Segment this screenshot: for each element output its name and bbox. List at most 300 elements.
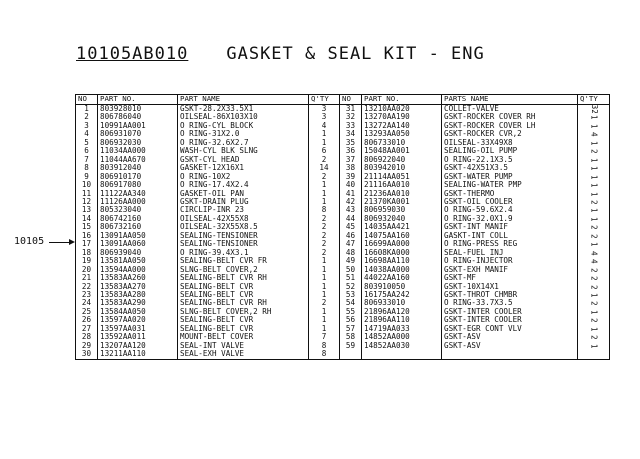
cell-no-right: 31 (340, 105, 362, 114)
cell-part-no-right: 16699AA000 (362, 240, 442, 248)
cell-part-name-right: SEALING-OIL PUMP (442, 147, 578, 155)
cell-part-no-right: 21114AA051 (362, 173, 442, 181)
cell-qty-right (578, 266, 610, 274)
cell-no: 25 (76, 308, 98, 316)
cell-part-no: 806742160 (98, 215, 178, 223)
cell-no-right: 57 (340, 325, 362, 333)
qty-value: 2 (589, 301, 599, 306)
page-title (76, 44, 485, 64)
qty-value: 1 (321, 189, 327, 198)
cell-part-no-right: 44022AA160 (362, 274, 442, 282)
cell-part-name-right: GSKT-INT MANIF (442, 223, 578, 231)
cell-no-right: 47 (340, 240, 362, 248)
qty-value: 2 (321, 248, 327, 257)
cell-part-name: O RING-17.4X2.4 (178, 181, 309, 189)
qty-value: 1 (589, 115, 599, 120)
cell-no: 3 (76, 122, 98, 130)
cell-part-name-right: GSKT-ROCKER COVER RH (442, 113, 578, 121)
header-part-no-2: PART NO. (362, 95, 442, 105)
cell-part-no-right (362, 350, 442, 359)
qty-value: 1 (321, 324, 327, 333)
cell-qty (309, 198, 340, 206)
cell-part-name: WASH-CYL BLK SLNG (178, 147, 309, 155)
cell-part-no: 806939040 (98, 249, 178, 257)
cell-part-name-right: SEALING-WATER PMP (442, 181, 578, 189)
cell-part-no: 13583AA280 (98, 291, 178, 299)
header-part-name: PART NAME (178, 95, 309, 105)
cell-qty-right (578, 342, 610, 350)
cell-part-no-right: 806922040 (362, 156, 442, 164)
cell-no-right: 37 (340, 156, 362, 164)
qty-value: 2 (321, 299, 327, 308)
callout-leader-arrow (49, 242, 73, 243)
cell-part-name: MOUNT-BELT COVER (178, 333, 309, 341)
qty-value: 1 (589, 208, 599, 213)
cell-no-right: 36 (340, 147, 362, 155)
qty-value: 8 (321, 341, 327, 350)
cell-qty-right (578, 316, 610, 324)
cell-part-name: SEALING-TENSIONER (178, 240, 309, 248)
cell-part-no-right: 15048AA001 (362, 147, 442, 155)
cell-no: 5 (76, 139, 98, 147)
cell-part-name-right: GSKT-MF (442, 274, 578, 282)
cell-part-no-right: 21896AA120 (362, 308, 442, 316)
cell-no: 4 (76, 130, 98, 138)
cell-no: 19 (76, 257, 98, 265)
cell-part-name: SEALING-BELT CVR FR (178, 257, 309, 265)
qty-value: 1 (589, 343, 599, 349)
cell-part-no-right: 14719AA033 (362, 325, 442, 333)
cell-no: 10 (76, 181, 98, 189)
table-row (76, 325, 610, 333)
cell-part-no: 13597AA031 (98, 325, 178, 333)
cell-part-no: 13597AA020 (98, 316, 178, 324)
qty-value: 1 (589, 174, 599, 180)
cell-part-name-right: GSKT-THROT CHMBR (442, 291, 578, 299)
cell-qty (309, 139, 340, 147)
cell-part-name: SEALING-TENSIONER (178, 232, 309, 240)
cell-no-right: 48 (340, 249, 362, 257)
qty-value: 1 (321, 307, 327, 316)
cell-part-name-right: GSKT-ROCKER CVR,2 (442, 130, 578, 138)
cell-qty-right (578, 232, 610, 240)
cell-no-right: 46 (340, 232, 362, 240)
qty-value: 2 (589, 267, 599, 273)
cell-qty-right (578, 325, 610, 333)
qty-value: 1 (589, 166, 599, 171)
cell-no: 6 (76, 147, 98, 155)
cell-part-no: 11126AA000 (98, 198, 178, 206)
cell-part-name: OILSEAL-32X55X8.5 (178, 223, 309, 231)
qty-value: 4 (589, 250, 599, 256)
cell-no: 9 (76, 173, 98, 181)
qty-value: 6 (321, 147, 327, 156)
cell-part-no-right: 14035AA421 (362, 223, 442, 231)
cell-part-no-right: 806932040 (362, 215, 442, 223)
cell-qty-right (578, 350, 610, 359)
table-row (76, 350, 610, 359)
cell-part-no-right: 21116AA010 (362, 181, 442, 189)
cell-part-no-right: 21236AA010 (362, 190, 442, 198)
qty-value: 32 (589, 104, 599, 114)
cell-no: 13 (76, 206, 98, 214)
cell-part-name: O RING-31X2.0 (178, 130, 309, 138)
cell-qty (309, 190, 340, 198)
qty-value: 7 (321, 333, 327, 342)
cell-part-no: 13584AA050 (98, 308, 178, 316)
cell-qty-right (578, 333, 610, 341)
cell-qty (309, 350, 340, 359)
cell-part-name-right: O RING-INJECTOR (442, 257, 578, 265)
cell-no-right: 55 (340, 308, 362, 316)
qty-value: 2 (321, 231, 327, 240)
cell-part-name-right (442, 350, 578, 359)
cell-no: 30 (76, 350, 98, 359)
cell-no-right: 41 (340, 190, 362, 198)
cell-no-right: 45 (340, 223, 362, 231)
cell-part-name-right: GSKT-42X51X3.5 (442, 164, 578, 172)
cell-qty-right (578, 198, 610, 206)
cell-no: 8 (76, 164, 98, 172)
table-row (76, 122, 610, 130)
qty-value: 1 (321, 257, 327, 266)
qty-value: 1 (589, 191, 599, 197)
cell-no-right: 34 (340, 130, 362, 138)
cell-no-right: 35 (340, 139, 362, 147)
qty-value: 1 (589, 157, 599, 163)
qty-value: 2 (321, 155, 327, 164)
cell-qty (309, 147, 340, 155)
cell-part-no: 806732160 (98, 223, 178, 231)
cell-part-name-right: GSKT-ASV (442, 342, 578, 350)
qty-value: 1 (321, 265, 327, 274)
kit-part-number: 10105AB010 (76, 44, 189, 64)
table-row (76, 342, 610, 350)
cell-part-no: 13211AA110 (98, 350, 178, 359)
cell-qty (309, 308, 340, 316)
cell-part-name: OILSEAL-86X103X10 (178, 113, 309, 121)
header-parts-name: PARTS NAME (442, 95, 578, 105)
cell-part-no: 11044AA670 (98, 156, 178, 164)
qty-value: 2 (321, 172, 327, 181)
table-header-row (76, 95, 610, 105)
cell-part-name: SEALING-BELT CVR (178, 291, 309, 299)
cell-qty-right (578, 223, 610, 231)
qty-value: 1 (589, 123, 599, 129)
cell-qty-right (578, 249, 610, 257)
cell-part-name-right: GSKT-10X14X1 (442, 283, 578, 291)
cell-qty-right (578, 105, 610, 114)
cell-part-name: O RING-32.6X2.7 (178, 139, 309, 147)
table-row (76, 291, 610, 299)
cell-qty-right (578, 274, 610, 282)
cell-no: 2 (76, 113, 98, 121)
qty-value: 1 (321, 138, 327, 147)
cell-no: 7 (76, 156, 98, 164)
header-qty-2: Q'TY (578, 95, 610, 105)
cell-no-right: 38 (340, 164, 362, 172)
kit-name: GASKET & SEAL KIT - ENG (226, 44, 485, 64)
table-row (76, 130, 610, 138)
cell-qty (309, 342, 340, 350)
table-row (76, 240, 610, 248)
cell-part-name: SEAL-EXH VALVE (178, 350, 309, 359)
cell-part-name-right: SEAL-FUEL INJ (442, 249, 578, 257)
header-no: NO (76, 95, 98, 105)
cell-part-name-right: GSKT-EXH MANIF (442, 266, 578, 274)
qty-value: 1 (589, 183, 599, 188)
qty-value: 2 (321, 240, 327, 249)
cell-qty (309, 232, 340, 240)
cell-part-no-right: 803942010 (362, 164, 442, 172)
cell-no-right: 53 (340, 291, 362, 299)
cell-part-name-right: GSKT-OIL COOLER (442, 198, 578, 206)
cell-part-name-right: GASKT-INT COLL (442, 232, 578, 240)
cell-no-right: 59 (340, 342, 362, 350)
qty-value: 1 (321, 197, 327, 206)
cell-no-right: 50 (340, 266, 362, 274)
qty-value: 2 (321, 214, 327, 223)
cell-part-no: 13583AA290 (98, 299, 178, 307)
cell-part-no-right: 14852AA000 (362, 333, 442, 341)
cell-qty (309, 113, 340, 121)
cell-part-name-right: O RING-33.7X3.5 (442, 299, 578, 307)
cell-qty (309, 333, 340, 341)
cell-qty (309, 283, 340, 291)
qty-value: 1 (589, 140, 599, 146)
cell-no-right: 43 (340, 206, 362, 214)
cell-no: 11 (76, 190, 98, 198)
cell-part-no-right: 806733010 (362, 139, 442, 147)
cell-part-name: GSKT-CYL HEAD (178, 156, 309, 164)
cell-no: 14 (76, 215, 98, 223)
cell-qty (309, 105, 340, 114)
cell-part-no-right: 806959030 (362, 206, 442, 214)
cell-part-name-right: GSKT-EGR CONT VLV (442, 325, 578, 333)
cell-no-right: 52 (340, 283, 362, 291)
cell-part-no-right: 14075AA160 (362, 232, 442, 240)
cell-part-name-right: COLLET-VALVE (442, 105, 578, 114)
qty-value: 4 (589, 132, 599, 137)
cell-no: 22 (76, 283, 98, 291)
cell-part-no: 806917080 (98, 181, 178, 189)
table-row (76, 223, 610, 231)
cell-qty (309, 164, 340, 172)
cell-part-no: 13207AA120 (98, 342, 178, 350)
cell-part-no-right: 803910050 (362, 283, 442, 291)
cell-part-no-right: 16608KA000 (362, 249, 442, 257)
cell-qty-right (578, 257, 610, 265)
qty-value: 1 (321, 130, 327, 139)
cell-qty-right (578, 139, 610, 147)
qty-value: 2 (589, 233, 599, 239)
cell-no: 24 (76, 299, 98, 307)
cell-part-name: SEALING-BELT CVR (178, 325, 309, 333)
qty-value: 8 (321, 350, 327, 359)
table-row (76, 198, 610, 206)
cell-qty (309, 274, 340, 282)
cell-part-no-right: 16698AA110 (362, 257, 442, 265)
cell-part-name-right: GSKT-INTER COOLER (442, 308, 578, 316)
table-row (76, 316, 610, 324)
cell-part-no-right: 14038AA000 (362, 266, 442, 274)
cell-part-name: CIRCLIP-INR 23 (178, 206, 309, 214)
cell-part-name-right: O RING-22.1X3.5 (442, 156, 578, 164)
table-row (76, 113, 610, 121)
cell-part-name: O RING-CYL BLOCK (178, 122, 309, 130)
qty-value: 2 (589, 284, 599, 290)
cell-qty-right (578, 291, 610, 299)
cell-part-no-right: 21370KA001 (362, 198, 442, 206)
cell-qty-right (578, 190, 610, 198)
table-body (76, 105, 610, 360)
cell-qty-right (578, 147, 610, 155)
cell-no: 23 (76, 291, 98, 299)
cell-part-name-right: O RING-PRESS REG (442, 240, 578, 248)
table-row (76, 190, 610, 198)
cell-qty-right (578, 308, 610, 316)
table-row (76, 232, 610, 240)
cell-part-name: SEALING-BELT CVR (178, 316, 309, 324)
cell-part-no-right: 13210AA020 (362, 105, 442, 114)
header-qty: Q'TY (309, 95, 340, 105)
cell-part-no: 11034AA000 (98, 147, 178, 155)
cell-no-right (340, 350, 362, 359)
cell-no: 16 (76, 232, 98, 240)
table-row (76, 308, 610, 316)
cell-part-no: 13583AA270 (98, 283, 178, 291)
cell-no-right: 39 (340, 173, 362, 181)
cell-no-right: 58 (340, 333, 362, 341)
cell-part-no: 803912040 (98, 164, 178, 172)
table-row (76, 105, 610, 114)
cell-part-name: GSKT-28.2X33.5X1 (178, 105, 309, 114)
qty-value: 2 (321, 223, 327, 232)
cell-qty (309, 249, 340, 257)
cell-part-name: SLNG-BELT COVER,2 RH (178, 308, 309, 316)
cell-no-right: 42 (340, 198, 362, 206)
header-no-2: NO (340, 95, 362, 105)
cell-qty-right (578, 181, 610, 189)
cell-qty-right (578, 130, 610, 138)
cell-part-name: OILSEAL-42X55X8 (178, 215, 309, 223)
qty-value: 1 (321, 290, 327, 299)
qty-value: 14 (319, 164, 329, 173)
qty-value: 8 (321, 206, 327, 215)
cell-qty (309, 122, 340, 130)
cell-no: 18 (76, 249, 98, 257)
cell-part-name: SLNG-BELT COVER,2 (178, 266, 309, 274)
cell-qty-right (578, 215, 610, 223)
qty-value: 2 (589, 149, 599, 154)
qty-value: 1 (321, 274, 327, 283)
cell-part-no: 13091AA050 (98, 232, 178, 240)
table-row (76, 283, 610, 291)
qty-value: 2 (589, 335, 599, 340)
qty-value: 2 (589, 276, 599, 281)
qty-value: 1 (321, 316, 327, 325)
cell-part-no: 806932030 (98, 139, 178, 147)
cell-no-right: 33 (340, 122, 362, 130)
table-row (76, 139, 610, 147)
cell-no-right: 32 (340, 113, 362, 121)
cell-part-name-right: OILSEAL-33X49X8 (442, 139, 578, 147)
cell-part-name-right: GSKT-INTER COOLER (442, 316, 578, 324)
cell-no: 17 (76, 240, 98, 248)
cell-qty-right (578, 156, 610, 164)
cell-part-no: 806786040 (98, 113, 178, 121)
cell-part-no-right: 13270AA190 (362, 113, 442, 121)
cell-no: 12 (76, 198, 98, 206)
table-row (76, 164, 610, 172)
cell-part-name: O RING-39.4X3.1 (178, 249, 309, 257)
cell-part-no-right: 21896AA110 (362, 316, 442, 324)
table-row (76, 173, 610, 181)
cell-qty (309, 223, 340, 231)
qty-value: 1 (589, 309, 599, 315)
cell-part-name: SEAL-INT VALVE (178, 342, 309, 350)
cell-qty (309, 291, 340, 299)
cell-qty-right (578, 122, 610, 130)
cell-no: 28 (76, 333, 98, 341)
qty-value: 2 (589, 225, 599, 230)
cell-no: 15 (76, 223, 98, 231)
cell-part-no: 806910170 (98, 173, 178, 181)
cell-qty (309, 181, 340, 189)
table-row (76, 299, 610, 307)
cell-part-name-right: GSKT-WATER PUMP (442, 173, 578, 181)
table-row (76, 274, 610, 282)
qty-value: 2 (589, 318, 599, 323)
table-row (76, 249, 610, 257)
cell-qty-right (578, 206, 610, 214)
table-row (76, 333, 610, 341)
qty-value: 3 (321, 113, 327, 122)
cell-part-no: 13594AA000 (98, 266, 178, 274)
cell-part-no-right: 13272AA140 (362, 122, 442, 130)
cell-no: 21 (76, 274, 98, 282)
cell-no-right: 40 (340, 181, 362, 189)
cell-qty (309, 156, 340, 164)
qty-value: 1 (321, 282, 327, 291)
cell-no-right: 44 (340, 215, 362, 223)
cell-qty (309, 257, 340, 265)
table-row (76, 206, 610, 214)
cell-part-no-right: 16175AA242 (362, 291, 442, 299)
cell-qty-right (578, 113, 610, 121)
table-row (76, 257, 610, 265)
qty-value: 3 (321, 104, 327, 113)
cell-no-right: 49 (340, 257, 362, 265)
qty-value: 1 (589, 292, 599, 298)
qty-value: 1 (589, 326, 599, 332)
qty-value: 1 (589, 216, 599, 222)
qty-value: 4 (589, 259, 599, 264)
cell-part-no: 13583AA260 (98, 274, 178, 282)
header-part-no: PART NO. (98, 95, 178, 105)
cell-qty (309, 325, 340, 333)
cell-no: 27 (76, 325, 98, 333)
cell-part-name: GSKT-DRAIN PLUG (178, 198, 309, 206)
cell-qty-right (578, 164, 610, 172)
parts-table (75, 94, 610, 360)
qty-value: 1 (321, 181, 327, 190)
cell-part-name: GASKET-12X16X1 (178, 164, 309, 172)
callout-reference: 10105 (14, 236, 45, 247)
cell-part-no: 805323040 (98, 206, 178, 214)
cell-part-name: O RING-10X2 (178, 173, 309, 181)
cell-part-name-right: GSKT-THERMO (442, 190, 578, 198)
